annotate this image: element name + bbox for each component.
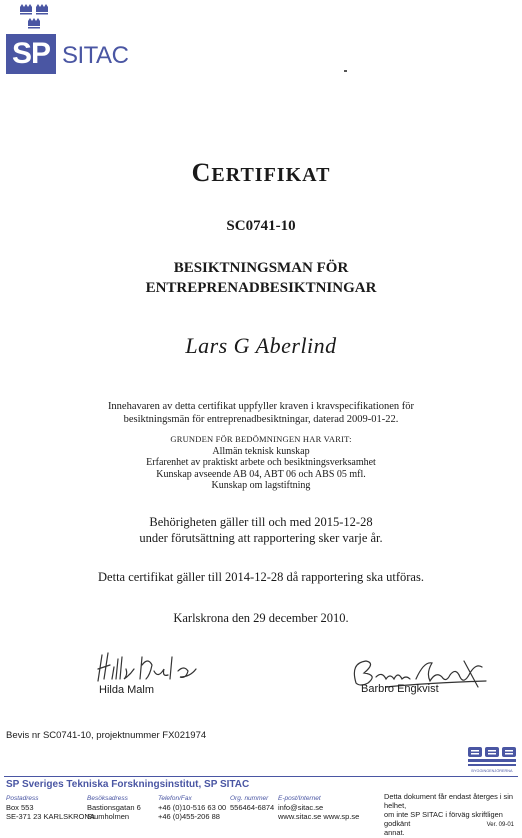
holder-name: Lars G Aberlind (185, 333, 337, 358)
validity-line-2: under förutsättning att rapportering sker varje år. (139, 531, 383, 545)
version-label: Ver. 09-01 (486, 822, 514, 828)
phone-line: +46 (0)10-516 63 00 (158, 803, 227, 812)
organization-name: SP Sveriges Tekniska Forskningsinstitut, SP SITAC (6, 779, 250, 790)
phone-fax (158, 794, 226, 821)
grounds-item: Kunskap avseende AB 04, ABT 06 och ABS 05 mfl. (156, 468, 366, 480)
visit-line: Bastionsgatan 6 (87, 803, 141, 812)
email-line: info@sitac.se (278, 803, 324, 812)
postal-line: SE-371 23 KARLSKRONA (6, 812, 95, 821)
email-label: E-post/Internet (278, 795, 321, 802)
org-number (230, 794, 274, 812)
three-crowns-icon (18, 4, 50, 34)
validity-line-1: Behörigheten gäller till och med 2015-12-28 (149, 515, 373, 529)
byggcert-caption: BYGGINGENJÖRERNA (471, 769, 513, 773)
grounds-item: Kunskap om lagstiftning (211, 480, 311, 491)
fax-line: +46 (0)455-206 88 (158, 812, 220, 821)
statement-line-1: Innehavaren av detta certifikat uppfyller kraven i kravspecifikationen för (107, 401, 415, 412)
email-internet (278, 794, 359, 821)
grounds (0, 434, 522, 492)
postal-address (6, 794, 95, 821)
visit-label: Besöksadress (87, 795, 128, 802)
signature-hilda-malm (96, 645, 208, 685)
sp-logo-mark: SP (6, 34, 56, 74)
scan-mark (344, 70, 347, 72)
role-line-2: ENTREPRENADBESIKTNINGAR (145, 280, 377, 296)
place-and-date: Karlskrona den 29 december 2010. (173, 611, 349, 625)
postal-label: Postadress (6, 795, 39, 802)
orgno-value: 556464-6874 (230, 803, 275, 812)
statement (0, 400, 522, 426)
phone-label: Telefon/Fax (158, 795, 192, 802)
signatory-left-name: Hilda Malm (99, 684, 155, 696)
signatory-right-name: Barbro Engkvist (361, 683, 439, 695)
authorization-validity (0, 514, 522, 546)
postal-line: Box 553 (6, 803, 34, 812)
certificate-role (0, 258, 522, 298)
note-line: annat. (384, 828, 405, 837)
orgno-label: Org. nummer (230, 795, 269, 802)
title-text-rest: ERTIFIKAT (211, 164, 331, 186)
sitac-logo-text: SITAC (62, 42, 129, 69)
reproduction-note (384, 792, 518, 837)
note-line: om inte SP SITAC i förväg skriftligen godkänt (384, 810, 503, 828)
grounds-item: Erfarenhet av praktiskt arbete och besiktningsverksamhet (146, 457, 376, 468)
statement-line-2: besiktningsmän för entreprenadbesiktningar, daterad 2009-01-22. (123, 414, 399, 425)
visit-address (87, 794, 141, 821)
certificate-number: SC0741-10 (226, 218, 296, 234)
visit-line: Stumholmen (87, 812, 130, 821)
byggcert-logo (466, 745, 518, 771)
web-line: www.sitac.se www.sp.se (278, 812, 360, 821)
certificate-validity: Detta certifikat gäller till 2014-12-28 då rapportering ska utföras. (98, 570, 424, 584)
grounds-item: Allmän teknisk kunskap (212, 445, 310, 457)
footer-divider (4, 776, 518, 777)
proof-number: Bevis nr SC0741-10, projektnummer FX021974 (6, 730, 207, 741)
sp-sitac-logo (6, 4, 146, 78)
grounds-heading: GRUNDEN FÖR BEDÖMNINGEN HAR VARIT: (170, 434, 352, 444)
title-text: C (191, 158, 212, 187)
certificate-title (0, 158, 522, 188)
note-line: Detta dokument får endast återges i sin helhet, (384, 792, 513, 810)
role-line-1: BESIKTNINGSMAN FÖR (173, 260, 349, 276)
